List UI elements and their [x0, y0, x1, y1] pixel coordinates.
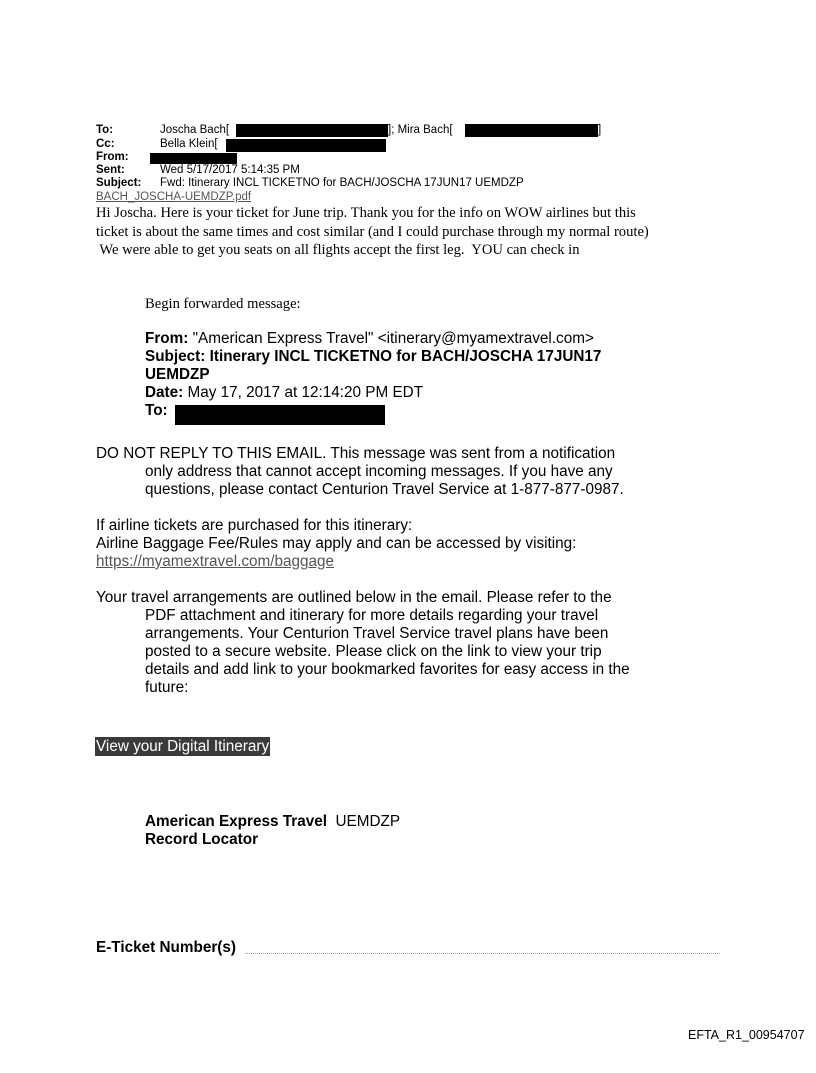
notice-line: DO NOT REPLY TO THIS EMAIL. This message was sent from a notification [96, 445, 616, 462]
cc-value: Bella Klein[ [160, 138, 218, 150]
subject-value: Fwd: Itinerary INCL TICKETNO for BACH/JOSCHA 17JUN17 UEMDZP [160, 177, 524, 189]
to-value-3: ] [598, 124, 602, 136]
subject-label: Subject: [96, 177, 142, 189]
fwd-from-label: From: [145, 330, 189, 347]
body-line: Hi Joscha. Here is your ticket for June trip. Thank you for the info on WOW airlines but this [96, 205, 636, 221]
baggage-line: If airline tickets are purchased for this itinerary: [96, 517, 413, 534]
to-value-2: ]; Mira Bach[ [388, 124, 453, 136]
record-label: Record Locator [145, 831, 259, 848]
arrangements-line: Your travel arrangements are outlined below in the email. Please refer to the [96, 589, 612, 606]
arrangements-line: posted to a secure website. Please click on the link to view your trip [145, 643, 602, 660]
to-label: To: [96, 124, 114, 136]
from-label: From: [96, 151, 129, 163]
redaction [226, 139, 386, 152]
footer-id: EFTA_R1_00954707 [688, 1028, 805, 1042]
fwd-subject-value: Itinerary INCL TICKETNO for BACH/JOSCHA 17JUN17 [209, 348, 602, 365]
sent-value: Wed 5/17/2017 5:14:35 PM [160, 164, 300, 176]
fwd-subject-label: Subject: [145, 348, 206, 365]
to-value-1: Joscha Bach[ [160, 124, 230, 136]
baggage-link[interactable]: https://myamextravel.com/baggage [96, 553, 335, 570]
sent-label: Sent: [96, 164, 125, 176]
cc-label: Cc: [96, 138, 115, 150]
record-company: American Express Travel [145, 813, 327, 830]
notice-line: questions, please contact Centurion Travel Service at 1-877-877-0987. [145, 481, 624, 498]
forward-intro: Begin forwarded message: [145, 296, 301, 312]
redaction [150, 153, 237, 164]
redaction [465, 124, 598, 137]
fwd-from-value: "American Express Travel" <itinerary@myamextravel.com> [192, 330, 594, 347]
fwd-to-label: To: [145, 402, 168, 419]
redaction [175, 405, 385, 425]
arrangements-line: details and add link to your bookmarked favorites for easy access in the [145, 661, 630, 678]
record-code: UEMDZP [335, 813, 401, 830]
arrangements-line: PDF attachment and itinerary for more details regarding your travel [145, 607, 599, 624]
notice-line: only address that cannot accept incoming messages. If you have any [145, 463, 613, 480]
arrangements-line: future: [145, 679, 189, 696]
arrangements-line: arrangements. Your Centurion Travel Service travel plans have been [145, 625, 609, 642]
body-line: ticket is about the same times and cost similar (and I could purchase through my normal route) [96, 224, 649, 240]
fwd-date-label: Date: [145, 384, 184, 401]
redaction [236, 124, 388, 137]
attachment-link[interactable]: BACH_JOSCHA-UEMDZP.pdf [96, 191, 252, 203]
body-line: We were able to get you seats on all flights accept the first leg. YOU can check in [96, 242, 580, 258]
baggage-line: Airline Baggage Fee/Rules may apply and can be accessed by visiting: [96, 535, 577, 552]
eticket-divider [245, 953, 720, 954]
view-itinerary-button[interactable]: View your Digital Itinerary [96, 738, 270, 755]
fwd-date-value: May 17, 2017 at 12:14:20 PM EDT [187, 384, 424, 401]
eticket-label: E-Ticket Number(s) [96, 939, 236, 956]
fwd-subject-value-cont: UEMDZP [145, 366, 210, 383]
